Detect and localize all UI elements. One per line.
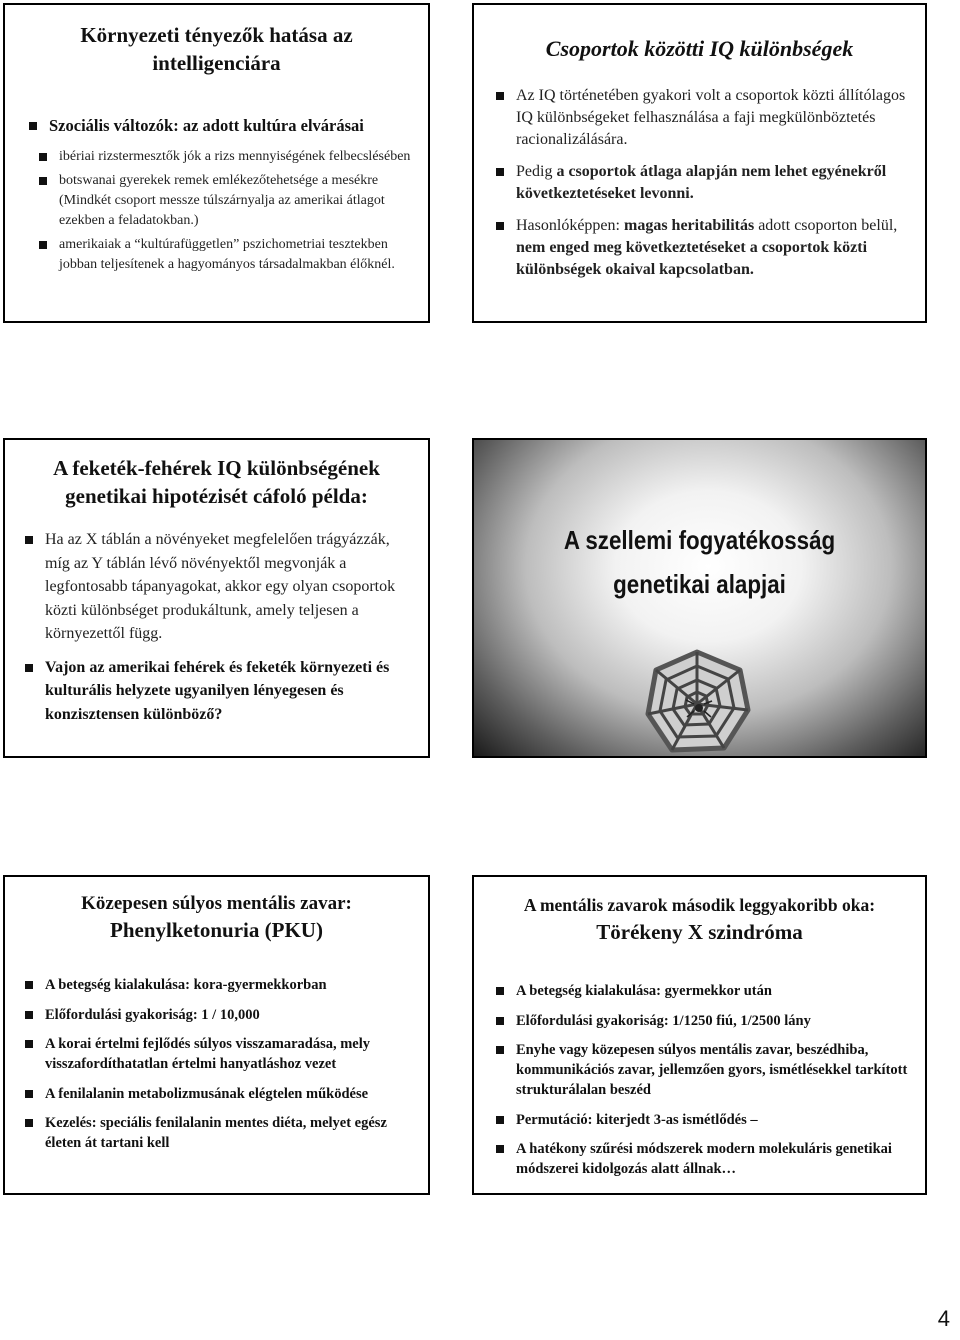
slide2-bullet3-plain2: adott csoporton belül, [754, 217, 898, 234]
slide6-bullet: Enyhe vagy közepesen súlyos mentális zavar, beszédhiba, kommunikációs zavar, jellemzően gyors, ismétlésekkel tarkított strukturálalan beszéd [494, 1040, 911, 1100]
slide2-bullet3-bold: magas heritabilitás [623, 217, 755, 234]
slide6-title-line2: Törékeny X szindróma [596, 920, 803, 944]
slide-fragile-x [472, 875, 927, 1195]
slide5-bullet: A betegség kialakulása: kora-gyermekkorban [23, 975, 414, 995]
slide6-bullet: Előfordulási gyakoriság: 1/1250 fiú, 1/2500 lány [494, 1011, 911, 1031]
slide2-bullet: Az IQ történetében gyakori volt a csoportok közti állítólagos IQ különbségeket felhasználása a faji megkülönböztetés racionalizálására. [494, 85, 911, 151]
slide-genetic-basis [472, 438, 927, 758]
slide1-bullet: ibériai rizstermesztők jók a rizs mennyiségének felbecslésében [37, 147, 414, 167]
slide6-title [474, 893, 925, 947]
slide2-bullet3-plain: Hasonlóképpen: [516, 217, 624, 234]
slide2-bullet [494, 215, 911, 281]
slide4-title-line2: genetikai alapjai [613, 569, 786, 599]
slide3-bullet: Ha az X táblán a növényeket megfelelően trágyázzák, míg az Y táblán lévő növényektől megvonják a legfontosabb tápanyagokat, akkor egy olyan csoportok közti különbséget produkáltunk, amely teljesen a környezettől függ. [23, 528, 414, 646]
slide3-title-line2: genetikai hipotézisét cáfoló példa: [65, 484, 368, 508]
slide3-title [5, 454, 428, 510]
slide6-title-line1: A mentális zavarok második leggyakoribb oka: [523, 895, 876, 915]
slide3-bullet-bold: Vajon az amerikai fehérek és feketék környezeti és kulturális helyzete ugyanilyen lényegesen és konzisztensen különböző? [23, 656, 414, 727]
slide2-title: Csoportok közötti IQ különbségek [545, 36, 854, 61]
slide2-bullet3-bold2: nem enged meg következtetéseket a csoportok közti különbségek okaival kapcsolatban. [516, 239, 868, 278]
slide-group-iq-differences [472, 3, 927, 323]
slide5-title-line1: Közepesen súlyos mentális zavar: [81, 893, 352, 914]
slide5-title-line2: Phenylketonuria (PKU) [110, 918, 323, 942]
slide1-title [5, 21, 428, 77]
slide1-bullet: amerikaiak a “kultúrafüggetlen” pszichometriai tesztekben jobban teljesítenek a hagyományos társadalmakban élőknél. [37, 235, 414, 275]
slide5-bullet: A fenilalanin metabolizmusának elégtelen működése [23, 1084, 414, 1104]
slide1-lead-bullet: Szociális változók: az adott kultúra elvárásai [27, 115, 414, 137]
slide1-title-line1: Környezeti tényezők hatása az [80, 23, 353, 47]
slide-environmental-factors [3, 3, 430, 323]
slide4-title-line1: A szellemi fogyatékosság [563, 525, 836, 555]
slide-counter-example [3, 438, 430, 758]
slide5-bullet: Előfordulási gyakoriság: 1 / 10,000 [23, 1005, 414, 1025]
slide2-bullet2-bold: a csoportok átlaga alapján nem lehet egyénekről következtetéseket levonni. [516, 163, 887, 202]
page-number: 4 [937, 1306, 950, 1331]
slide6-bullet: Permutáció: kiterjedt 3-as ismétlődés – [494, 1110, 911, 1130]
spiderweb-icon [642, 648, 752, 756]
slide5-title [5, 891, 428, 945]
slide-pku [3, 875, 430, 1195]
slide1-title-line2: intelligenciára [152, 51, 281, 75]
slide5-bullet: A korai értelmi fejlődés súlyos visszamaradása, mely visszafordíthatatlan értelmi hanyatláshoz vezet [23, 1034, 414, 1074]
slide6-bullet: A hatékony szűrési módszerek modern molekuláris genetikai módszerei kidolgozás alatt állnak… [494, 1139, 911, 1179]
slide3-title-line1: A feketék-fehérek IQ különbségének [53, 456, 380, 480]
slide1-bullet: botswanai gyerekek remek emlékezőtehetsége a mesékre (Mindkét csoport messze túlszárnyalja az amerikai átlagot ezekben a feladatokban.) [37, 171, 414, 231]
slide5-bullet: Kezelés: speciális fenilalanin mentes diéta, melyet egész életen át tartani kell [23, 1113, 414, 1153]
slide2-bullet [494, 161, 911, 205]
slide2-bullet2-plain: Pedig [516, 163, 557, 180]
slide6-bullet: A betegség kialakulása: gyermekkor után [494, 981, 911, 1001]
